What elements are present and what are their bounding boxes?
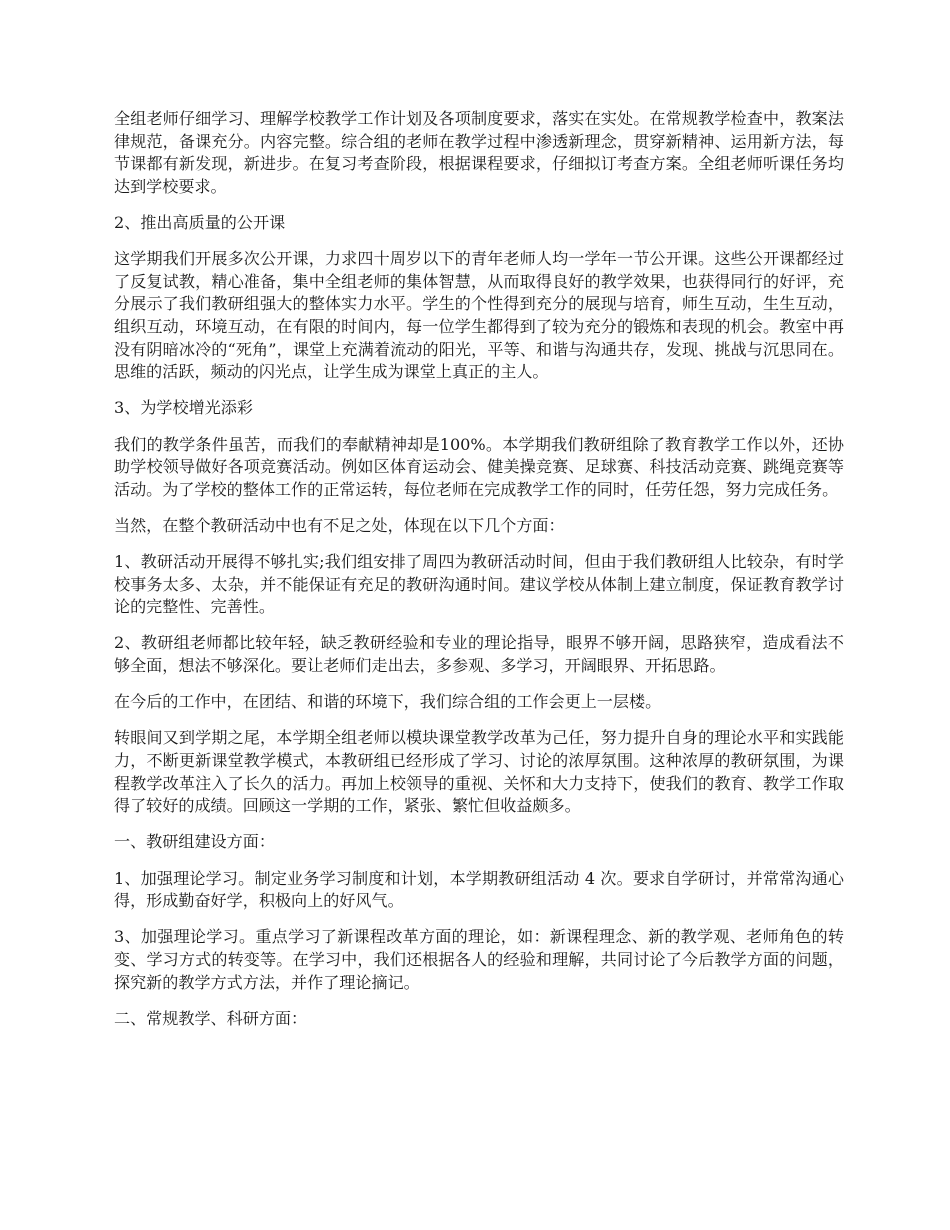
paragraph-theory-study-3: 3、加强理论学习。重点学习了新课程改革方面的理论，如：新课程理念、新的教学观、老师角色的转变、学习方式的转变等。在学习中，我们还根据各人的经验和理解，共同讨论了今后教学方面的问题，探究新的教学方式方法，并作了理论摘记。 bbox=[114, 927, 844, 992]
paragraph-outlook: 在今后的工作中，在团结、和谐的环境下，我们综合组的工作会更上一层楼。 bbox=[114, 692, 662, 712]
heading-team-building: 一、教研组建设方面： bbox=[114, 832, 275, 852]
document-body bbox=[114, 108, 844, 1044]
paragraph-semester-end: 转眼间又到学期之尾，本学期全组老师以模块课堂教学改革为己任，努力提升自身的理论水平和实践能力，不断更新课堂教学模式，本教研组已经形成了学习、讨论的浓厚氛围。这种浓厚的教研氛围，为课程教学改革注入了长久的活力。再加上校领导的重视、关怀和大力支持下，使我们的教育、教学工作取得了较好的成绩。回顾这一学期的工作，紧张、繁忙但收益颇多。 bbox=[114, 728, 844, 816]
paragraph-school-honor: 我们的教学条件虽苦，而我们的奉献精神却是100%。本学期我们教研组除了教育教学工作以外，还协助学校领导做好各项竞赛活动。例如区体育运动会、健美操竞赛、足球赛、科技活动竞赛、跳绳竞赛等活动。为了学校的整体工作的正常运转，每位老师在完成教学工作的同时，任劳任怨，努力完成任务。 bbox=[114, 434, 844, 499]
paragraph-theory-study-1: 1、加强理论学习。制定业务学习制度和计划，本学期教研组活动 4 次。要求自学研讨，并常常沟通心得，形成勤奋好学，积极向上的好风气。 bbox=[114, 868, 844, 911]
heading-routine-teaching: 二、常规教学、科研方面： bbox=[114, 1008, 308, 1028]
heading-school-honor: 3、为学校增光添彩 bbox=[114, 398, 253, 418]
paragraph-shortcomings-intro: 当然，在整个教研活动中也有不足之处，体现在以下几个方面： bbox=[114, 515, 565, 535]
paragraph-shortcoming-1: 1、教研活动开展得不够扎实;我们组安排了周四为教研活动时间，但由于我们教研组人比较杂，有时学校事务太多、太杂，并不能保证有充足的教研沟通时间。建议学校从体制上建立制度，保证教育教学讨论的完整性、完善性。 bbox=[114, 552, 844, 617]
paragraph-shortcoming-2: 2、教研组老师都比较年轻，缺乏教研经验和专业的理论指导，眼界不够开阔，思路狭窄，造成看法不够全面，想法不够深化。要让老师们走出去，多参观、多学习，开阔眼界、开拓思路。 bbox=[114, 633, 844, 676]
paragraph-summary: 全组老师仔细学习、理解学校教学工作计划及各项制度要求，落实在实处。在常规教学检查中，教案法律规范，备课充分。内容完整。综合组的老师在教学过程中渗透新理念，贯穿新精神、运用新方法，每节课都有新发现，新进步。在复习考查阶段，根据课程要求，仔细拟订考查方案。全组老师听课任务均达到学校要求。 bbox=[114, 109, 844, 196]
paragraph-public-lessons: 这学期我们开展多次公开课，力求四十周岁以下的青年老师人均一学年一节公开课。这些公开课都经过了反复试教，精心准备，集中全组老师的集体智慧，从而取得良好的教学效果，也获得同行的好评，充分展示了我们教研组强大的整体实力水平。学生的个性得到充分的展现与培育，师生互动，生生互动，组织互动，环境互动，在有限的时间内，每一位学生都得到了较为充分的锻炼和表现的机会。教室中再没有阴暗冰冷的“死角”，课堂上充满着流动的阳光，平等、和谐与沟通共存，发现、挑战与沉思同在。思维的活跃，频动的闪光点，让学生成为课堂上真正的主人。 bbox=[114, 249, 844, 382]
heading-public-lessons: 2、推出高质量的公开课 bbox=[114, 212, 286, 232]
